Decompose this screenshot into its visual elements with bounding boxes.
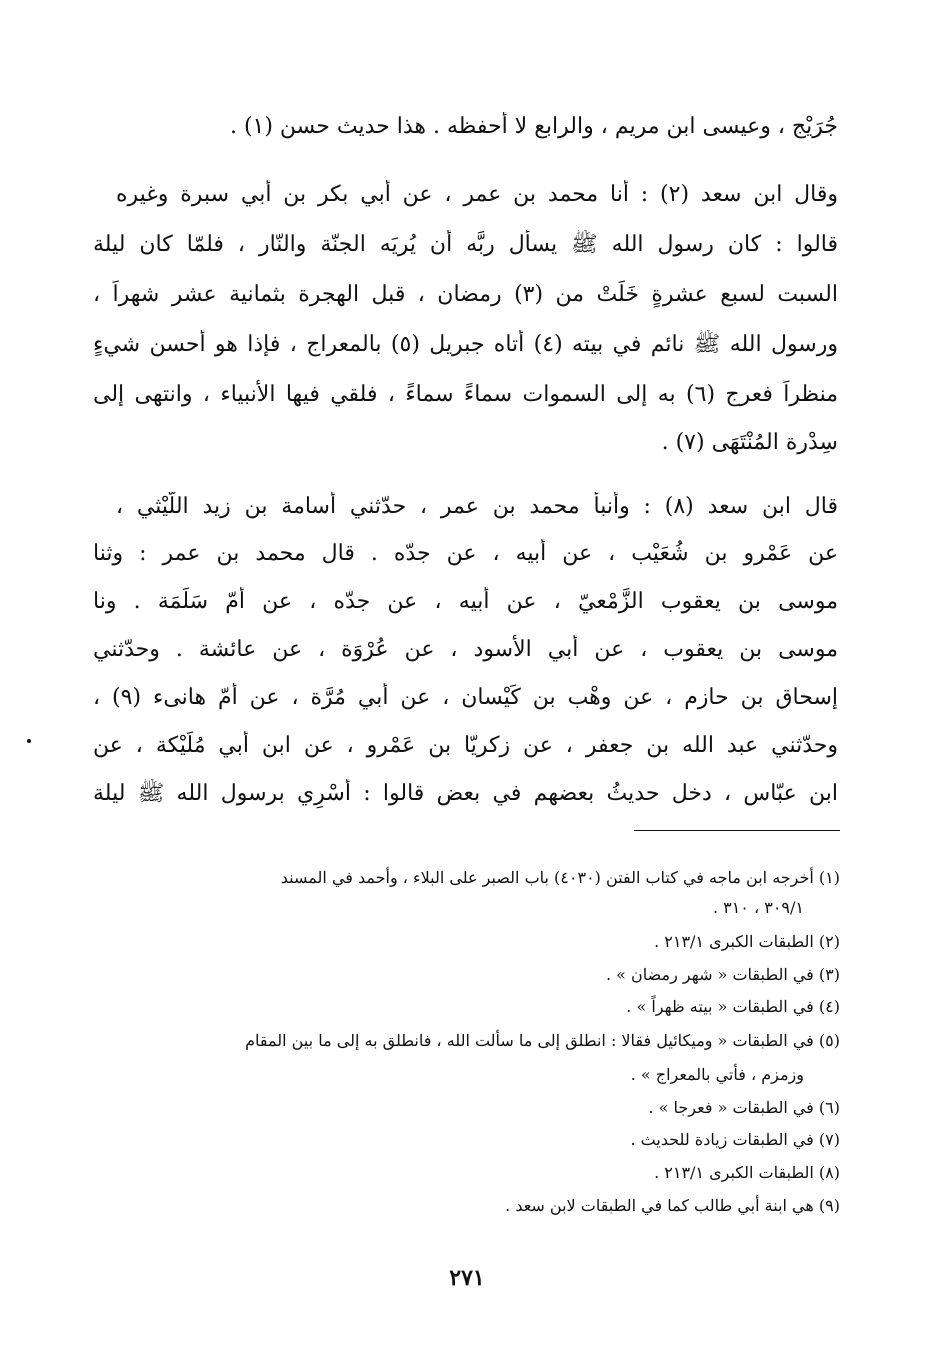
body-line: ورسول الله ﷺ نائم في بيته (٤) أتاه جبريل (٥) بالمعراج ، فإذا هو أحسن شيءٍ [93,332,838,357]
footnote-separator [634,830,840,831]
footnote-line: (٨) الطبقات الكبرى ٢١٣/١ . [654,1163,840,1182]
footnote-line: (٦) في الطبقات « فعرجا » . [648,1098,840,1117]
margin-mark [27,739,31,743]
body-line: السبت لسبع عشرةٍ خَلَتْ من (٣) رمضان ، قبل الهجرة بثمانية عشر شهراً ، [93,282,838,307]
footnote-line: (٥) في الطبقات « وميكائيل فقالا : انطلق إلى ما سألت الله ، فانطلق به إلى ما بين المقام [245,1031,840,1050]
body-line: قالوا : كان رسول الله ﷺ يسأل ربَّه أن يُريَه الجنّة والنّار ، فلمّا كان ليلة [93,232,838,257]
body-line: موسى بن يعقوب الزَّمْعيّ ، عن أبيه ، عن جدّه ، عن أمّ سَلَمَة . ونا [93,589,838,614]
footnote-line: (٢) الطبقات الكبرى ٢١٣/١ . [654,932,840,951]
footnote-line: (٧) في الطبقات زيادة للحديث . [630,1130,840,1149]
body-line: سِدْرة المُنْتَهَى (٧) . [661,430,838,455]
footnote-line: (١) أخرجه ابن ماجه في كتاب الفتن (٤٠٣٠) باب الصبر على البلاء ، وأحمد في المسند [280,868,840,887]
footnote-line: (٤) في الطبقات « بيته ظهراً » . [626,997,840,1016]
body-line: إسحاق بن حازم ، عن وهْب بن كَيْسان ، عن أبي مُرَّة ، عن أمّ هانىء (٩) ، [93,685,838,710]
footnote-line: (٣) في الطبقات « شهر رمضان » . [605,965,840,984]
body-line: قال ابن سعد (٨) : وأنبأ محمد بن عمر ، حدّثني أسامة بن زيد اللَّيْثي ، [116,494,838,519]
footnote-line: (٩) هي ابنة أبي طالب كما في الطبقات لابن سعد . [505,1196,840,1215]
body-line: جُرَيْج ، وعيسى ابن مريم ، والرابع لا أحفظه . هذا حديث حسن (١) . [229,114,838,139]
body-line: ابن عبّاس ، دخل حديثُ بعضهم في بعض قالوا : أُسْرِي برسول الله ﷺ ليلة [93,781,838,806]
body-line: عن عَمْرو بن شُعَيْب ، عن أبيه ، عن جدّه . قال محمد بن عمر : وثنا [93,541,838,566]
body-line: وقال ابن سعد (٢) : أنا محمد بن عمر ، عن أبي بكر بن أبي سبرة وغيره [116,182,838,207]
body-line: منظراً فعرج (٦) به إلى السموات سماءً سماءً ، فلقي فيها الأنبياء ، وانتهى إلى [93,382,838,407]
body-line: موسى بن يعقوب ، عن أبي الأسود ، عن عُرْوَة ، عن عائشة . وحدّثني [93,637,838,662]
body-line: وحدّثني عبد الله بن جعفر ، عن زكريّا بن عَمْرو ، عن ابن أبي مُلَيْكة ، عن [93,733,838,758]
page-number: ٢٧١ [449,1265,485,1291]
footnote-line: ٣٠٩/١ ، ٣١٠ . [712,898,804,917]
footnote-line: وزمزم ، فأُتي بالمعراج » . [630,1065,804,1084]
